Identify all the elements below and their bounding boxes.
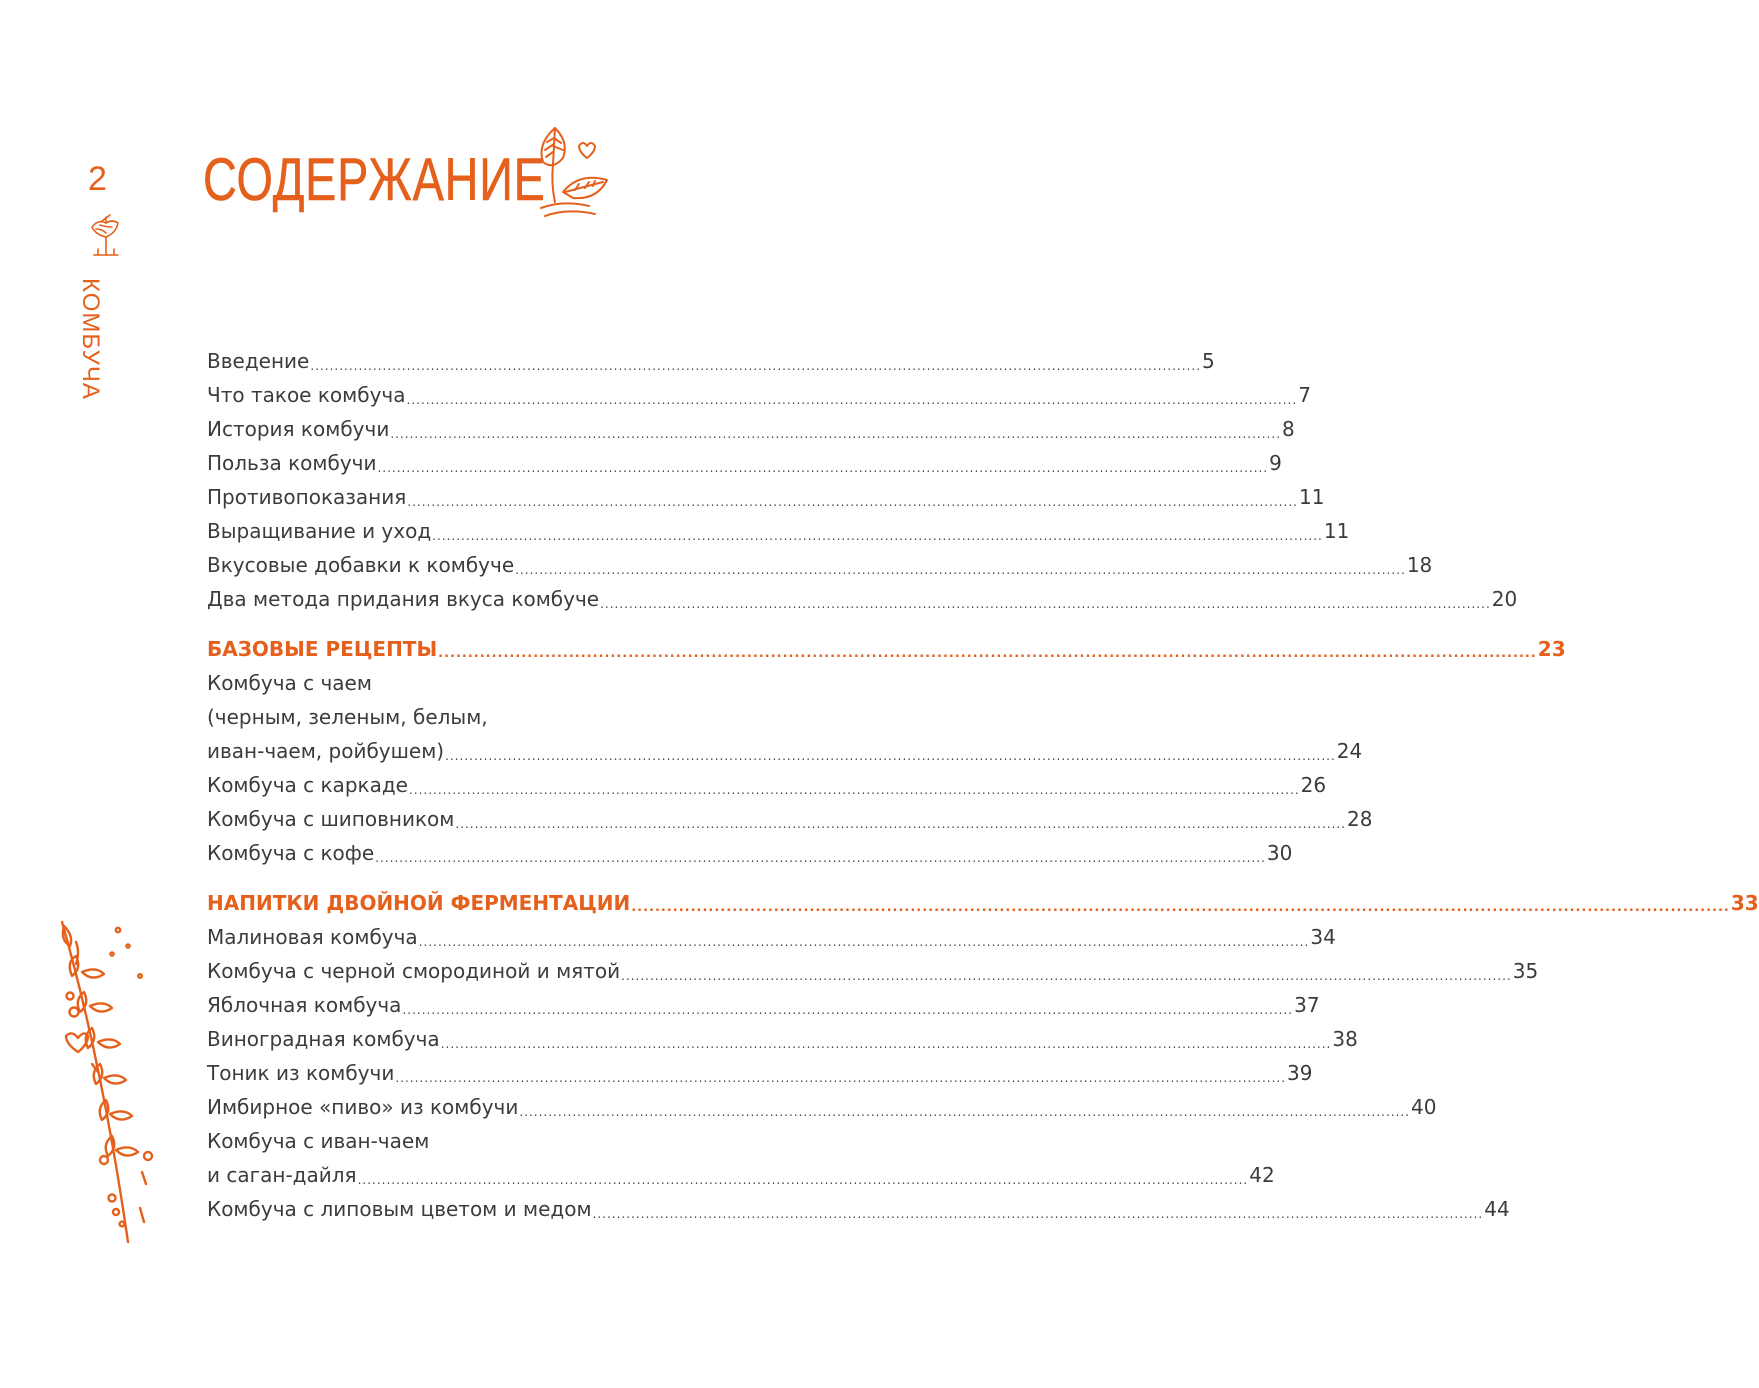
toc-entry-page: 34 (1310, 925, 1336, 949)
toc-entry-line[interactable]: Комбуча с иван-чаем (207, 1129, 430, 1153)
table-of-contents (207, 344, 1759, 1226)
toc-entry-page: 38 (1332, 1027, 1358, 1051)
side-title: КОМБУЧА (77, 278, 104, 400)
leader-dots: ......................................................................................................................................................................................... (440, 1037, 1332, 1051)
toc-entry[interactable] (207, 582, 1518, 616)
toc-entry-title: Два метода придания вкуса комбуче (207, 587, 600, 611)
leader-dots: ......................................................................................................................................................................................... (375, 851, 1266, 865)
toc-entry-title: Комбуча с каркаде (207, 773, 408, 797)
leader-dots: ......................................................................................................................................................................................... (390, 427, 1282, 441)
toc-entry[interactable] (207, 514, 1350, 548)
toc-section-title: НАПИТКИ ДВОЙНОЙ ФЕРМЕНТАЦИИ (207, 891, 631, 915)
toc-section-heading[interactable] (207, 886, 1759, 920)
toc-entry-page: 7 (1298, 383, 1311, 407)
toc-section-heading[interactable] (207, 632, 1566, 666)
leader-dots: ......................................................................................................................................................................................... (515, 563, 1406, 577)
leader-dots: ......................................................................................................................................................................................... (408, 783, 1300, 797)
toc-entry[interactable] (207, 1192, 1510, 1226)
toc-entry[interactable] (207, 988, 1320, 1022)
toc-entry[interactable] (207, 836, 1293, 870)
leader-dots: ......................................................................................................................................................................................... (519, 1105, 1411, 1119)
leaf-heart-ornament-icon (533, 124, 625, 220)
toc-entry[interactable] (207, 768, 1327, 802)
leader-dots: ......................................................................................................................................................................................... (310, 359, 1202, 373)
leader-dots: ......................................................................................................................................................................................... (402, 1003, 1294, 1017)
toc-entry[interactable] (207, 1158, 1275, 1192)
toc-entry[interactable] (207, 446, 1282, 480)
toc-entry-page: 11 (1298, 485, 1325, 509)
toc-entry-title: История комбучи (207, 417, 390, 441)
wheat-ornament-icon (52, 912, 162, 1252)
toc-entry[interactable] (207, 1022, 1358, 1056)
toc-entry-line[interactable]: (черным, зеленым, белым, (207, 705, 488, 729)
toc-entry-title: Что такое комбуча (207, 383, 406, 407)
toc-entry-title: Комбуча с черной смородиной и мятой (207, 959, 621, 983)
toc-entry-page: 39 (1287, 1061, 1313, 1085)
toc-entry[interactable] (207, 378, 1311, 412)
leader-dots: ......................................................................................................................................................................................... (395, 1071, 1287, 1085)
toc-entry-page: 8 (1282, 417, 1295, 441)
toc-entry[interactable] (207, 802, 1373, 836)
toc-entry-title: Польза комбучи (207, 451, 377, 475)
toc-entry-page: 44 (1484, 1197, 1510, 1221)
toc-entry-page: 5 (1202, 349, 1215, 373)
toc-entry[interactable] (207, 734, 1363, 768)
toc-entry[interactable] (207, 920, 1336, 954)
leader-dots: ......................................................................................................................................................................................... (438, 646, 1537, 661)
leader-dots: ......................................................................................................................................................................................... (377, 461, 1269, 475)
toc-entry-page: 9 (1269, 451, 1282, 475)
toc-entry-title: Вкусовые добавки к комбуче (207, 553, 515, 577)
toc-entry-page: 26 (1300, 773, 1327, 797)
leader-dots: ......................................................................................................................................................................................... (621, 969, 1512, 983)
leader-dots: ......................................................................................................................................................................................... (455, 817, 1347, 831)
toc-entry-title: Комбуча с шиповником (207, 807, 455, 831)
toc-entry[interactable] (207, 344, 1215, 378)
toc-entry-title: иван-чаем, ройбушем) (207, 739, 445, 763)
toc-entry[interactable] (207, 480, 1325, 514)
toc-section-page: 23 (1537, 637, 1566, 661)
toc-entry-line[interactable]: Комбуча с чаем (207, 671, 372, 695)
page-title: СОДЕРЖАНИЕ (203, 146, 546, 213)
toc-entry-page: 35 (1512, 959, 1539, 983)
toc-entry[interactable] (207, 548, 1433, 582)
toc-entry-title: Комбуча с липовым цветом и медом (207, 1197, 592, 1221)
toc-entry-title: Тоник из комбучи (207, 1061, 395, 1085)
page-number: 2 (88, 160, 108, 198)
toc-entry-title: Малиновая комбуча (207, 925, 418, 949)
leader-dots: ......................................................................................................................................................................................... (357, 1173, 1249, 1187)
toc-entry-title: Комбуча с кофе (207, 841, 375, 865)
leader-dots: ......................................................................................................................................................................................... (592, 1207, 1484, 1221)
toc-entry-page: 24 (1336, 739, 1363, 763)
toc-entry[interactable] (207, 1056, 1313, 1090)
toc-section-page: 33 (1730, 891, 1759, 915)
leader-dots: ......................................................................................................................................................................................... (631, 900, 1730, 915)
toc-entry-title: Виноградная комбуча (207, 1027, 440, 1051)
toc-entry[interactable] (207, 954, 1539, 988)
leader-dots: ......................................................................................................................................................................................... (445, 749, 1336, 763)
toc-entry-title: Яблочная комбуча (207, 993, 402, 1017)
leader-dots: ......................................................................................................................................................................................... (600, 597, 1491, 611)
toc-entry-title: Имбирное «пиво» из комбучи (207, 1095, 519, 1119)
toc-entry-title: Противопоказания (207, 485, 407, 509)
toc-entry-page: 11 (1323, 519, 1350, 543)
toc-entry-title: и саган-дайля (207, 1163, 357, 1187)
toc-entry-page: 20 (1491, 587, 1518, 611)
toc-entry-page: 30 (1266, 841, 1293, 865)
toc-entry-page: 28 (1347, 807, 1373, 831)
bird-icon (88, 213, 124, 261)
toc-entry-page: 18 (1406, 553, 1433, 577)
leader-dots: ......................................................................................................................................................................................... (418, 935, 1310, 949)
leader-dots: ......................................................................................................................................................................................... (432, 529, 1323, 543)
toc-entry-page: 37 (1294, 993, 1320, 1017)
toc-entry[interactable] (207, 1090, 1437, 1124)
toc-section-title: БАЗОВЫЕ РЕЦЕПТЫ (207, 637, 438, 661)
toc-entry-title: Введение (207, 349, 310, 373)
toc-entry-page: 42 (1249, 1163, 1275, 1187)
toc-entry-title: Выращивание и уход (207, 519, 432, 543)
toc-entry[interactable] (207, 412, 1295, 446)
leader-dots: ......................................................................................................................................................................................... (406, 393, 1298, 407)
toc-entry-page: 40 (1411, 1095, 1437, 1119)
leader-dots: ......................................................................................................................................................................................... (407, 495, 1298, 509)
